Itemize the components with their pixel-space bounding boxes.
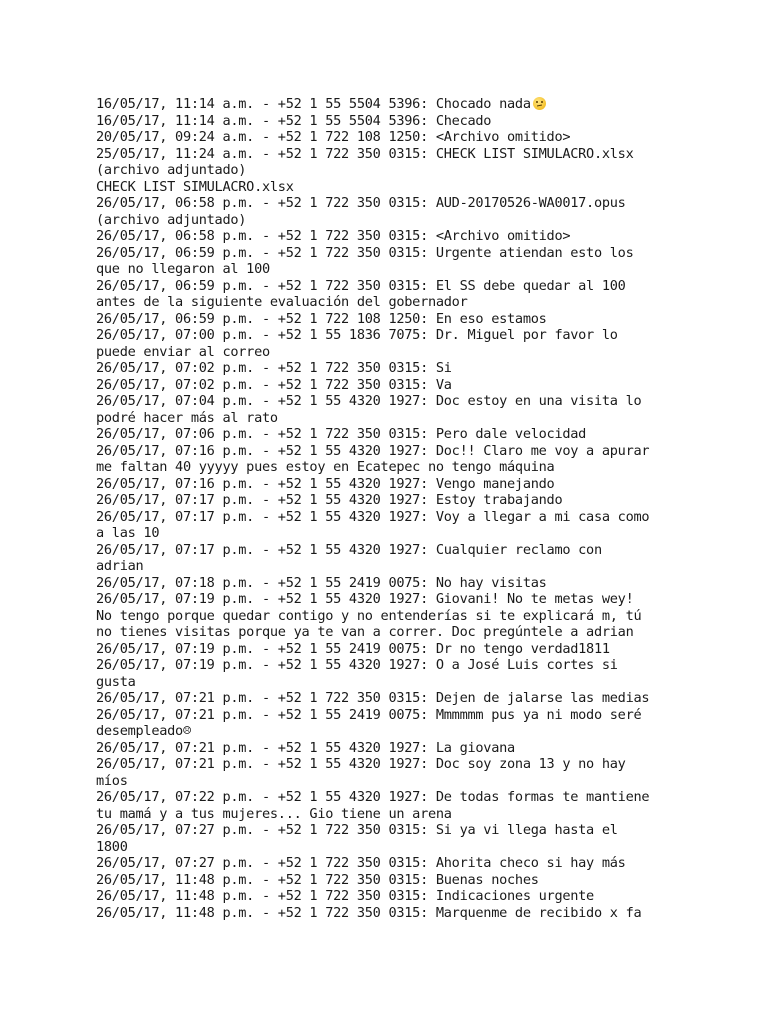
transcript-line-text: 20/05/17, 09:24 a.m. - +52 1 722 108 1250: <Archivo omitido> — [96, 129, 571, 145]
transcript-line — [96, 608, 676, 625]
transcript-line-text: 16/05/17, 11:14 a.m. - +52 1 55 5504 5396: Checado — [96, 112, 492, 129]
transcript-line-text: gusta — [96, 673, 136, 690]
transcript-line — [96, 641, 676, 658]
transcript-line — [96, 872, 676, 889]
transcript-line — [96, 855, 676, 872]
transcript-line — [96, 113, 676, 130]
transcript-line-text: 16/05/17, 11:14 a.m. - +52 1 55 5504 5396: Chocado nada — [96, 96, 531, 112]
transcript-line — [96, 839, 676, 856]
transcript-line — [96, 162, 676, 179]
transcript-line-text: 26/05/17, 07:04 p.m. - +52 1 55 4320 1927: Doc estoy en una visita lo — [96, 393, 642, 409]
transcript-line — [96, 129, 676, 146]
transcript-line — [96, 344, 676, 361]
transcript-line — [96, 443, 676, 460]
transcript-line-text: 26/05/17, 11:48 p.m. - +52 1 722 350 0315: Indicaciones urgente — [96, 888, 594, 904]
transcript-line — [96, 245, 676, 262]
transcript-line-text: antes de la siguiente evaluación del gobernador — [96, 294, 468, 310]
transcript-line — [96, 740, 676, 757]
transcript-line — [96, 690, 676, 707]
transcript-line — [96, 228, 676, 245]
transcript-line-text: 26/05/17, 07:27 p.m. - +52 1 722 350 0315: Ahorita checo si hay más — [96, 855, 626, 871]
transcript-line-text: 26/05/17, 07:00 p.m. - +52 1 55 1836 7075: Dr. Miguel por favor lo — [96, 327, 618, 343]
transcript-line — [96, 459, 676, 476]
transcript-line — [96, 311, 676, 328]
transcript-line-text: 25/05/17, 11:24 a.m. - +52 1 722 350 0315: CHECK LIST SIMULACRO.xlsx — [96, 145, 634, 162]
transcript-line-text: 26/05/17, 07:21 p.m. - +52 1 55 4320 1927: La giovana — [96, 739, 515, 756]
transcript-line — [96, 278, 676, 295]
transcript-line-text: 26/05/17, 07:17 p.m. - +52 1 55 4320 1927: Estoy trabajando — [96, 492, 563, 508]
chat-transcript — [96, 96, 676, 921]
transcript-line-text: me faltan 40 yyyyy pues estoy en Ecatepec no tengo máquina — [96, 459, 555, 475]
transcript-line-text: 26/05/17, 07:02 p.m. - +52 1 722 350 0315: Si — [96, 360, 452, 376]
transcript-line-text: tu mamá y a tus mujeres... Gio tiene un arena — [96, 805, 452, 822]
transcript-line-text: 26/05/17, 06:59 p.m. - +52 1 722 108 1250: En eso estamos — [96, 310, 547, 327]
transcript-line-text: 26/05/17, 07:19 p.m. - +52 1 55 4320 1927: Giovani! No te metas wey! — [96, 591, 634, 607]
transcript-line-text: 26/05/17, 06:58 p.m. - +52 1 722 350 0315: <Archivo omitido> — [96, 228, 571, 244]
transcript-line — [96, 327, 676, 344]
transcript-line — [96, 773, 676, 790]
transcript-line — [96, 591, 676, 608]
transcript-line-text: 26/05/17, 07:27 p.m. - +52 1 722 350 0315: Si ya vi llega hasta el — [96, 822, 618, 838]
transcript-line — [96, 575, 676, 592]
transcript-line — [96, 756, 676, 773]
transcript-line — [96, 674, 676, 691]
transcript-line — [96, 657, 676, 674]
transcript-line-text: 26/05/17, 06:59 p.m. - +52 1 722 350 0315: El SS debe quedar al 100 — [96, 277, 626, 294]
transcript-line — [96, 146, 676, 163]
transcript-line-text: adrian — [96, 558, 144, 574]
transcript-line-text: 26/05/17, 07:17 p.m. - +52 1 55 4320 1927: Cualquier reclamo con — [96, 541, 602, 558]
transcript-line-text: 26/05/17, 07:22 p.m. - +52 1 55 4320 1927: De todas formas te mantiene — [96, 789, 650, 805]
transcript-line — [96, 179, 676, 196]
transcript-line-text: CHECK LIST SIMULACRO.xlsx — [96, 178, 294, 195]
transcript-line — [96, 426, 676, 443]
transcript-line — [96, 888, 676, 905]
transcript-line — [96, 96, 676, 113]
transcript-line — [96, 707, 676, 724]
transcript-line — [96, 476, 676, 493]
transcript-line-text: podré hacer más al rato — [96, 409, 278, 426]
transcript-line-text: 26/05/17, 07:16 p.m. - +52 1 55 4320 1927: Vengo manejando — [96, 475, 555, 492]
transcript-line-text: 26/05/17, 07:16 p.m. - +52 1 55 4320 1927: Doc!! Claro me voy a apurar — [96, 442, 650, 459]
transcript-line — [96, 624, 676, 641]
transcript-line — [96, 410, 676, 427]
transcript-line-text: 26/05/17, 07:21 p.m. - +52 1 55 2419 0075: Mmmmmm pus ya ni modo seré — [96, 706, 642, 723]
transcript-line-text: 26/05/17, 07:18 p.m. - +52 1 55 2419 0075: No hay visitas — [96, 574, 547, 591]
transcript-line-text: 26/05/17, 07:06 p.m. - +52 1 722 350 0315: Pero dale velocidad — [96, 426, 587, 442]
transcript-line-text: 26/05/17, 07:19 p.m. - +52 1 55 2419 0075: Dr no tengo verdad1811 — [96, 640, 610, 657]
transcript-line-text: no tienes visitas porque ya te van a correr. Doc pregúntele a adrian — [96, 624, 634, 640]
transcript-line — [96, 509, 676, 526]
transcript-line — [96, 195, 676, 212]
transcript-line — [96, 377, 676, 394]
transcript-line-text: 26/05/17, 07:17 p.m. - +52 1 55 4320 1927: Voy a llegar a mi casa como — [96, 508, 650, 525]
transcript-line-text: 26/05/17, 11:48 p.m. - +52 1 722 350 0315: Marquenme de recibido x fa — [96, 904, 642, 921]
transcript-line-text: 26/05/17, 06:59 p.m. - +52 1 722 350 0315: Urgente atiendan esto los — [96, 244, 634, 261]
transcript-line — [96, 294, 676, 311]
transcript-line-text: (archivo adjuntado) — [96, 162, 247, 178]
transcript-line-text: míos — [96, 772, 128, 789]
transcript-line — [96, 525, 676, 542]
transcript-line-text: puede enviar al correo — [96, 343, 270, 360]
transcript-line-text: que no llegaron al 100 — [96, 261, 270, 277]
transcript-line — [96, 360, 676, 377]
transcript-line — [96, 789, 676, 806]
transcript-line-text: 26/05/17, 07:02 p.m. - +52 1 722 350 0315: Va — [96, 376, 452, 393]
transcript-line-text: 26/05/17, 06:58 p.m. - +52 1 722 350 0315: AUD-20170526-WA0017.opus — [96, 195, 626, 211]
transcript-line-text: 26/05/17, 07:21 p.m. - +52 1 55 4320 1927: Doc soy zona 13 y no hay — [96, 756, 626, 772]
transcript-line-text: 26/05/17, 07:19 p.m. - +52 1 55 4320 1927: O a José Luis cortes si — [96, 657, 618, 673]
transcript-line — [96, 822, 676, 839]
transcript-line-text: desempleado☹ — [96, 723, 191, 739]
transcript-line-text: 26/05/17, 11:48 p.m. - +52 1 722 350 0315: Buenas noches — [96, 871, 539, 888]
transcript-line — [96, 558, 676, 575]
transcript-line — [96, 393, 676, 410]
transcript-line-text: No tengo porque quedar contigo y no entenderías si te explicará m, tú — [96, 607, 642, 624]
transcript-line-text: (archivo adjuntado) — [96, 211, 247, 228]
confused-face-icon — [533, 97, 546, 110]
transcript-line — [96, 492, 676, 509]
transcript-line — [96, 212, 676, 229]
transcript-line — [96, 806, 676, 823]
transcript-line-text: 26/05/17, 07:21 p.m. - +52 1 722 350 0315: Dejen de jalarse las medias — [96, 690, 650, 706]
transcript-line — [96, 542, 676, 559]
transcript-line-text: a las 10 — [96, 525, 160, 541]
transcript-line — [96, 905, 676, 922]
transcript-line — [96, 261, 676, 278]
transcript-line — [96, 723, 676, 740]
transcript-line-text: 1800 — [96, 838, 128, 855]
